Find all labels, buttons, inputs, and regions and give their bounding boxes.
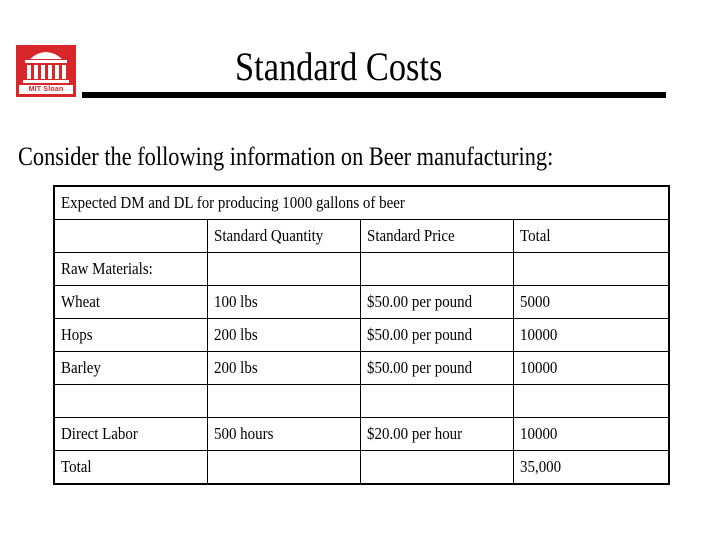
- table-row: [54, 318, 669, 351]
- table-cell: Total: [54, 450, 207, 484]
- table-cell: Barley: [54, 351, 207, 384]
- table-cell: Direct Labor: [54, 417, 207, 450]
- table-cell: [207, 384, 360, 417]
- table-cell: Wheat: [54, 286, 207, 319]
- table-cell: 200 lbs: [207, 318, 360, 351]
- table-cell: $50.00 per pound: [360, 286, 513, 319]
- header-cell: Total: [513, 220, 669, 253]
- table-cell: [207, 450, 360, 484]
- table-row: [54, 286, 669, 319]
- table-row: [54, 384, 669, 417]
- table-cell: 5000: [513, 286, 669, 319]
- table-cell: 200 lbs: [207, 351, 360, 384]
- table-row: [54, 351, 669, 384]
- title-underline: [82, 92, 666, 98]
- table-cell: 10000: [513, 417, 669, 450]
- table-cell: $50.00 per pound: [360, 318, 513, 351]
- table-cell: $50.00 per pound: [360, 351, 513, 384]
- table-cell: [207, 253, 360, 286]
- table-cell: 10000: [513, 318, 669, 351]
- dome-icon: [16, 45, 76, 87]
- slide-title: Standard Costs: [235, 44, 443, 89]
- table-header-row: [54, 220, 669, 253]
- table-total-row: [54, 450, 669, 484]
- table-caption: Expected DM and DL for producing 1000 gallons of beer: [54, 186, 669, 220]
- table-row: [54, 417, 669, 450]
- table-cell: 10000: [513, 351, 669, 384]
- table-cell: Hops: [54, 318, 207, 351]
- table-cell: [513, 253, 669, 286]
- table-cell: [360, 384, 513, 417]
- table-cell: [54, 384, 207, 417]
- logo-text: MIT Sloan: [19, 85, 73, 94]
- table-cell: Raw Materials:: [54, 253, 207, 286]
- table-cell: 100 lbs: [207, 286, 360, 319]
- mit-sloan-logo: [16, 45, 76, 97]
- header-cell: Standard Quantity: [207, 220, 360, 253]
- table-cell: [360, 253, 513, 286]
- table-cell: 35,000: [513, 450, 669, 484]
- header-cell: [54, 220, 207, 253]
- table-row: [54, 253, 669, 286]
- table-cell: $20.00 per hour: [360, 417, 513, 450]
- slide-subtitle: Consider the following information on Beer manufacturing:: [18, 142, 554, 171]
- table-cell: 500 hours: [207, 417, 360, 450]
- header-cell: Standard Price: [360, 220, 513, 253]
- table-caption-row: [54, 186, 669, 220]
- table-cell: [360, 450, 513, 484]
- table-cell: [513, 384, 669, 417]
- standard-cost-table: [53, 185, 670, 485]
